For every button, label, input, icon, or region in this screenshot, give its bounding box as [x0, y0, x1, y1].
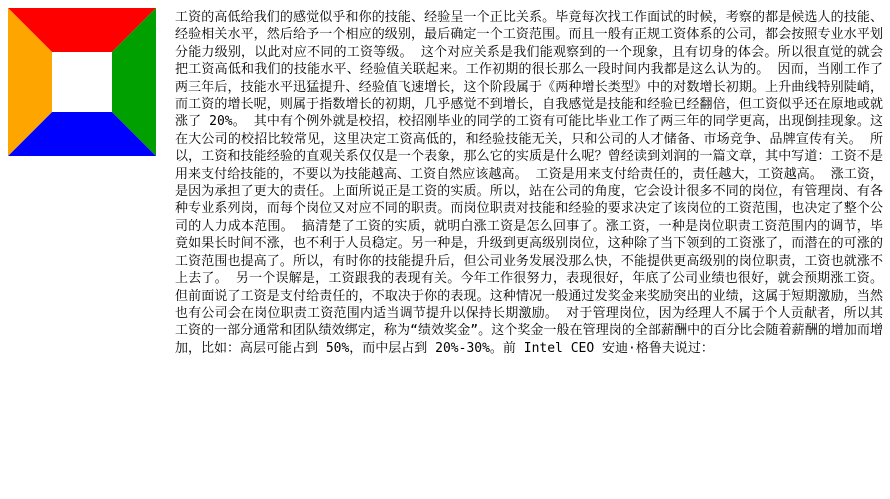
logo-center-square [52, 52, 112, 112]
color-square-logo-icon [8, 8, 156, 156]
article-text: 工资的高低给我们的感觉似乎和你的技能、经验呈一个正比关系。毕竟每次找工作面试的时候，考察的都是候选人的技能、经验相关水平，然后给予一个相应的级别，最后确定一个工资范围。而且一般有正规工资体系的公司，都会按照专业水平划分能力级别，以此对应不同的工资等级。 这个对应关系是我们能观察到的一个现象，且有切身的体会。所以很直觉的就会把工资高低和我们的技能水平、经验值关联起来。工作初期的很长那么一段时间内我都是这么认为的。 因而，当刚工作了两三年后，技能水平迅猛提升、经验值飞速增长，这个阶段属于《两种增长类型》中的对数增长初期。上升曲线特别陡峭，而工资的增长呢，则属于指数增长的初期，几乎感觉不到增长，自我感觉是技能和经验已经翻倍，但工资似乎还在原地或就涨了 20%。 其中有个例外就是校招，校招刚毕业的同学的工资有可能比毕业工作了两三年的同学更高，出现倒挂现象。这在大公司的校招比较常见，这里决定工资高低的，和经验技能无关，只和公司的人才储备、市场竞争、品牌宣传有关。 所以，工资和技能经验的直观关系仅仅是一个表象，那么它的实质是什么呢？曾经读到刘润的一篇文章，其中写道：工资不是用来支付给技能的，不要以为技能越高、工资自然应该越高。 工资是用来支付给责任的，责任越大，工资越高。 涨工资，是因为承担了更大的责任。上面所说正是工资的实质。所以，站在公司的角度，它会设计很多不同的岗位，有管理岗、有各种专业系列岗，而每个岗位又对应不同的职责。而岗位职责对技能和经验的要求决定了该岗位的工资范围，也决定了整个公司的人力成本范围。 搞清楚了工资的实质，就明白涨工资是怎么回事了。涨工资，一种是岗位职责工资范围内的调节，毕竟如果长时间不涨，也不利于人员稳定。另一种是，升级到更高级别岗位，这种除了当下领到的工资涨了，而潜在的可涨的工资范围也提高了。所以，有时你的技能提升后，但公司业务发展没那么快，不能提供更高级别的岗位职责，工资也就涨不上去了。 另一个误解是，工资跟我的表现有关。今年工作很努力，表现很好，年底了公司业绩也很好，就会预期涨工资。但前面说了工资是支付给责任的，不取决于你的表现。这种情况一般通过发奖金来奖励突出的业绩，这属于短期激励，当然也有公司会在岗位职责工资范围内适当调节提升以保持长期激励。 对于管理岗位，因为经理人不属于个人贡献者，所以其工资的一部分通常和团队绩效绑定，称为“绩效奖金”。这个奖金一般在管理岗的全部薪酬中的百分比会随着薪酬的增加而增加，比如：高层可能占到 50%，而中层占到 20%-30%。前 Intel CEO 安迪·格鲁夫说过： [175, 10, 883, 356]
